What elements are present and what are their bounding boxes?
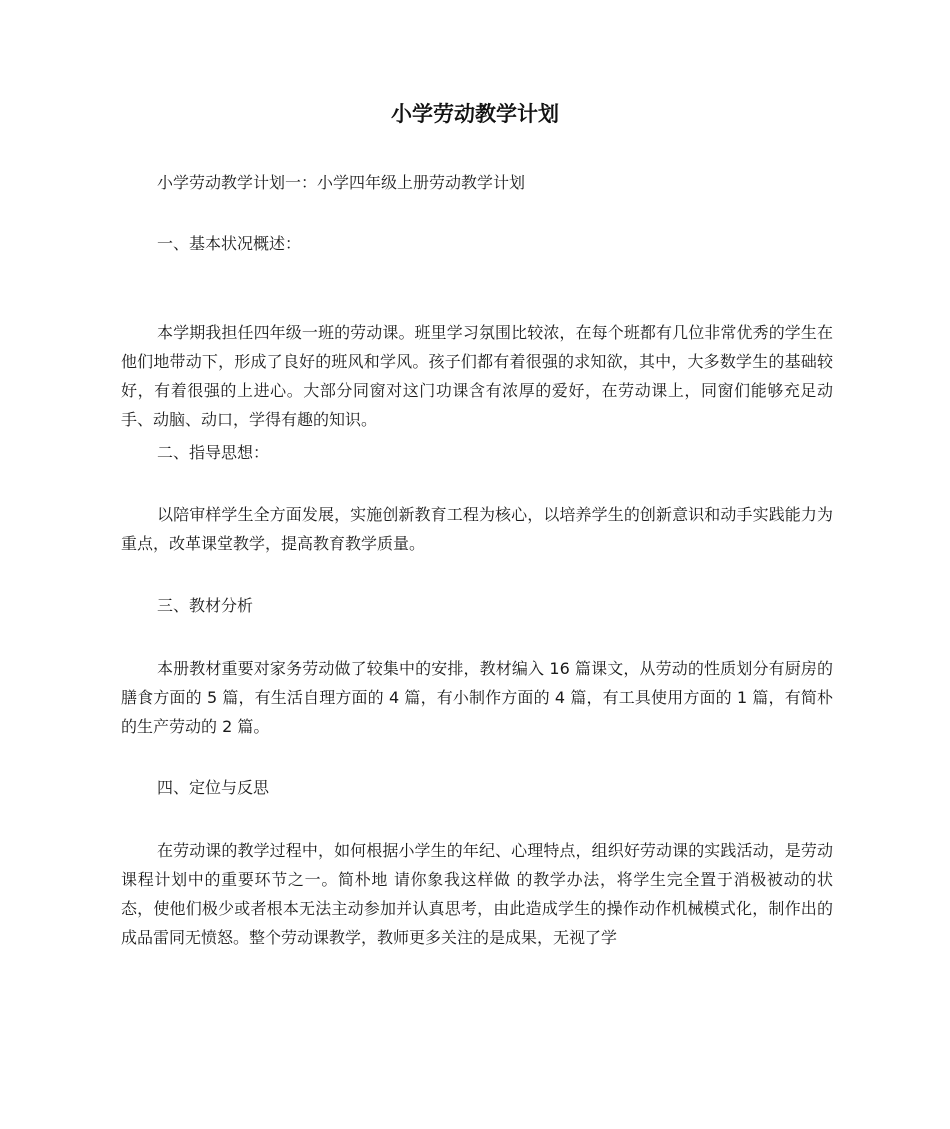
section-body-guiding-thought: 以陪审样学生全方面发展，实施创新教育工程为核心，以培养学生的创新意识和动手实践能力为重点，改革课堂教学，提高教育教学质量。 bbox=[121, 505, 833, 553]
section-heading-positioning: 四、定位与反思 bbox=[157, 778, 270, 797]
section-body-overview: 本学期我担任四年级一班的劳动课。班里学习氛围比较浓，在每个班都有几位非常优秀的学生在他们地带动下，形成了良好的班风和学风。孩子们都有着很强的求知欲，其中，大多数学生的基础较好，有着很强的上进心。大部分同窗对这门功课含有浓厚的爱好，在劳动课上，同窗们能够充足动手、动脑、动口，学得有趣的知识。 bbox=[121, 323, 833, 429]
document-subtitle: 小学劳动教学计划一：小学四年级上册劳动教学计划 bbox=[157, 173, 526, 192]
section-heading-overview: 一、基本状况概述： bbox=[157, 234, 302, 253]
section-body-positioning: 在劳动课的教学过程中，如何根据小学生的年纪、心理特点，组织好劳动课的实践活动，是劳动课程计划中的重要环节之一。简朴地 请你象我这样做 的教学办法，将学生完全置于消极被动的状态，使他们极少或者根本无法主动参加并认真思考，由此造成学生的操作动作机械模式化，制作出的成品雷同无愤怒。整个劳动课教学，教师更多关注的是成果，无视了学 bbox=[121, 841, 833, 947]
section-heading-textbook-analysis: 三、教材分析 bbox=[157, 596, 254, 615]
section-heading-guiding-thought: 二、指导思想： bbox=[157, 443, 270, 462]
document-title: 小学劳动教学计划 bbox=[391, 102, 559, 126]
section-body-textbook-analysis: 本册教材重要对家务劳动做了较集中的安排，教材编入 16 篇课文，从劳动的性质划分有厨房的膳食方面的 5 篇，有生活自理方面的 4 篇，有小制作方面的 4 篇，有工具使用方面的 1 篇，有简朴的生产劳动的 2 篇。 bbox=[121, 659, 833, 736]
